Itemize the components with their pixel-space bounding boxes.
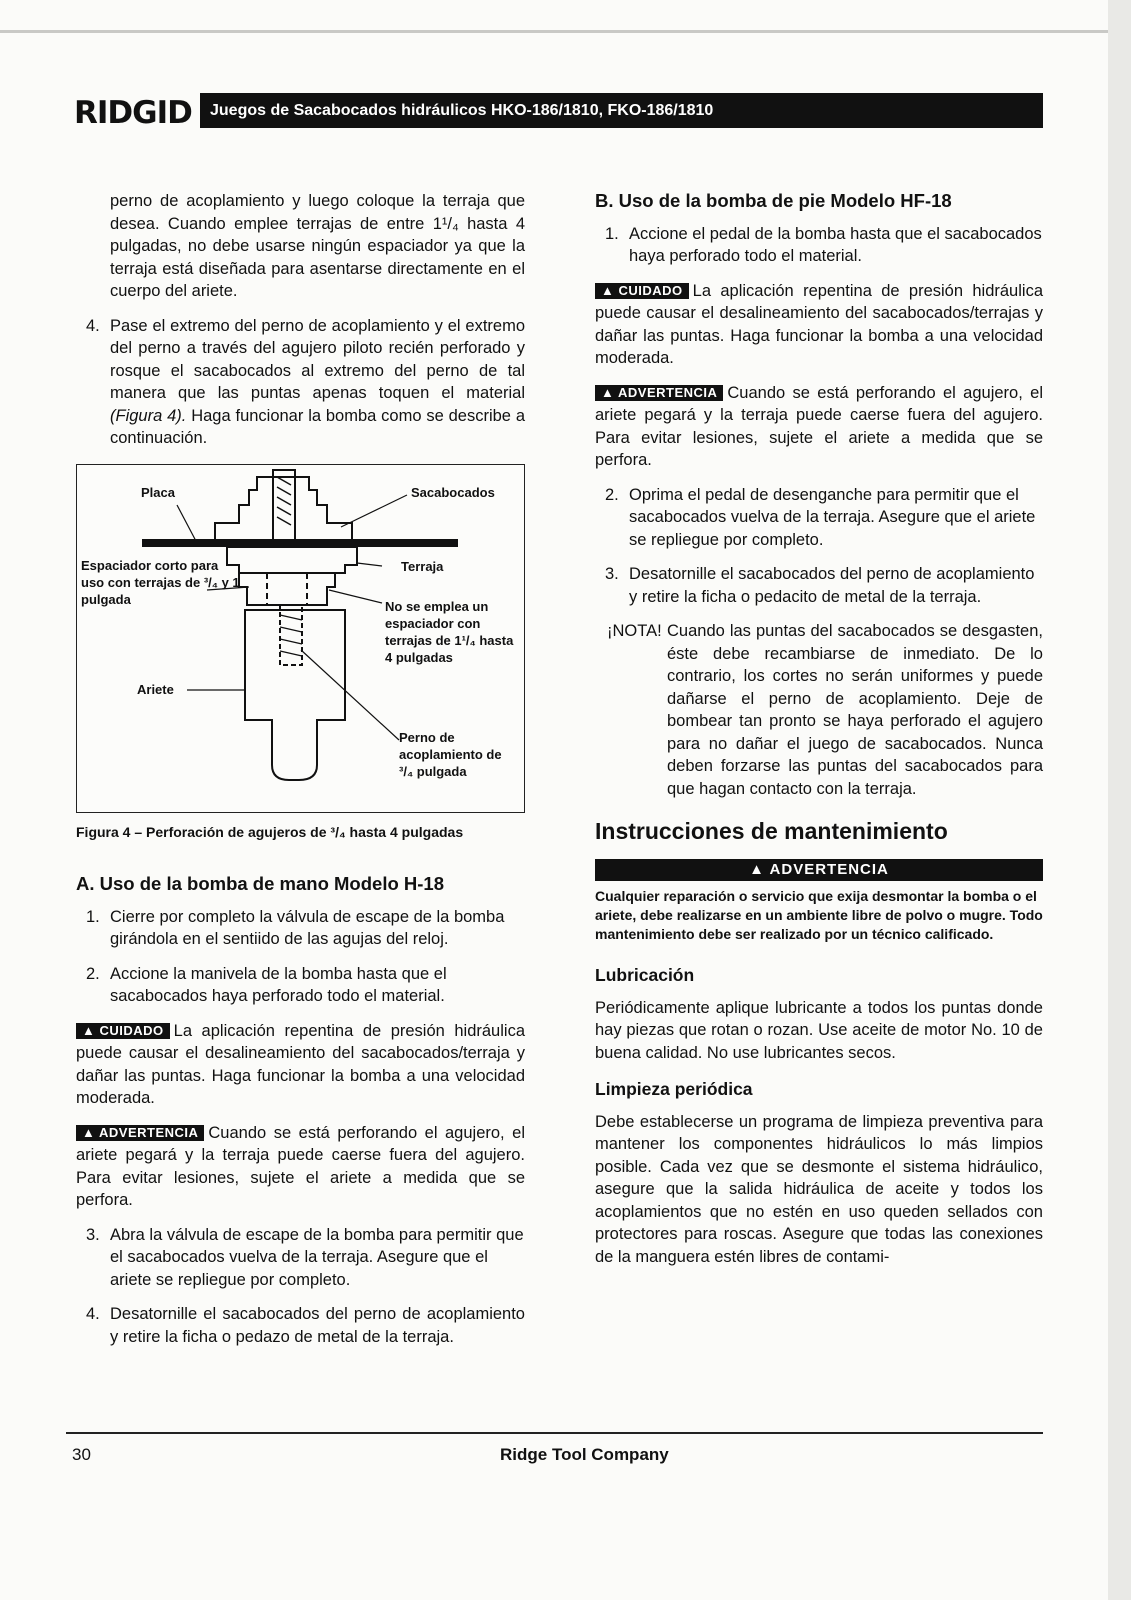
label-terraja: Terraja: [401, 558, 444, 574]
figure-caption: Figura 4 – Perforación de agujeros de ³/₄ hasta 4 pulgadas: [76, 823, 464, 840]
section-b-warning: ▲ ADVERTENCIA Cuando se está perforando el agujero, el ariete pegará y la terraja puede caerse fuera del agujero. Para evitar lesiones, sujete el ariete a medida que se perfora.: [595, 383, 1043, 469]
footer-company: Ridge Tool Company: [500, 1445, 669, 1464]
warning-badge: ▲ ADVERTENCIA: [595, 385, 723, 401]
left-column: [76, 190, 525, 1360]
figure-4-diagram: [76, 464, 525, 813]
drawbar-hidden: [280, 605, 302, 665]
section-b-title: B. Uso de la bomba de pie Modelo HF-18: [595, 190, 952, 211]
section-a-step-1: 1. Cierre por completo la válvula de escape de la bomba girándola en el sentiido de las agujas del reloj.: [86, 907, 505, 948]
nota-block: [595, 620, 1043, 800]
section-a-step-2: 2. Accione la manivela de la bomba hasta que el sacabocados haya perforado todo el material.: [86, 964, 447, 1005]
label-no-espaciador: No se emplea un espaciador con terrajas de 1¹/₄ hasta 4 pulgadas: [385, 598, 514, 665]
caution-badge: ▲ CUIDADO: [595, 283, 689, 299]
label-perno: Perno de acoplamiento de ³/₄ pulgada: [399, 729, 502, 779]
label-placa: Placa: [141, 484, 175, 500]
top-edge-line: [0, 30, 1108, 33]
page-number: 30: [72, 1445, 91, 1464]
cleaning-title: Limpieza periódica: [595, 1079, 753, 1099]
ram-shape: [245, 610, 345, 780]
intro-paragraph: perno de acoplamiento y luego coloque la terraja que desea. Cuando emplee terrajas de entre 1¹/₄ hasta 4 pulgadas, no debe usarse ningún espaciador ya que la terraja está diseñada para asentarse directamente en el cuerpo del ariete.: [110, 192, 525, 300]
label-ariete: Ariete: [137, 681, 174, 697]
section-a-title: A. Uso de la bomba de mano Modelo H-18: [76, 873, 444, 894]
step-text: Pase el extremo del perno de acoplamiento y el extremo del perno a través del agujero piloto recién perforado y rosque el sacabocados al extremo del perno de tal manera que las puntas apenas toquen el material: [110, 316, 525, 402]
maintenance-warning-text: Cualquier reparación o servicio que exija desmontar la bomba o el ariete, debe realizarse en un ambiente libre de polvo o mugre. Todo mantenimiento debe ser realizado por un técnico calificado.: [595, 888, 1043, 942]
warning-badge: ▲ ADVERTENCIA: [76, 1125, 204, 1141]
caution-badge: ▲ CUIDADO: [76, 1023, 170, 1039]
page-edge: [1108, 0, 1131, 1600]
step-text-end: Haga funcionar la bomba como se describe a continuación.: [110, 406, 525, 447]
die-shape: [227, 547, 357, 573]
step-4-continued: [76, 315, 525, 450]
section-b-step-3: 3. Desatornille el sacabocados del perno de acoplamiento y retire la ficha o pedacito de metal de la terraja.: [605, 565, 1035, 606]
figure-reference: (Figura 4).: [110, 406, 187, 425]
plate-shape: [142, 539, 458, 547]
cleaning-text: Debe establecerse un programa de limpieza preventiva para mantener los componentes hidráulicos lo más limpios posible. Cada vez que se desmonte el sistema hidráulico, asegure que la salida hidráulica de aceite y todos los acoplamientos que no estén en uso queden sellados con protectores para roscas. Asegure que todas las conexiones de la manguera estén libres de contami-: [595, 1112, 1043, 1266]
punch-shape: [215, 477, 352, 540]
maintenance-title: Instrucciones de mantenimiento: [595, 818, 948, 844]
nota-label: ¡NOTA!: [607, 622, 662, 640]
section-a-caution: ▲ CUIDADO La aplicación repentina de presión hidráulica puede causar el desalineamiento del sacabocados/terraja y dañar las puntas. Haga funcionar la bomba a una velocidad moderada.: [76, 1021, 525, 1107]
nota-text: Cuando las puntas del sacabocados se desgasten, éste debe recambiarse de inmediato. De lo contrario, los cortes no serán uniformes y puede dañarse el perno de acoplamiento. Deje de bombear tan pronto se haya perforado el agujero para no dañar el juego de sacabocados. Nunca deben forzarse las puntas del sacabocados para que hagan contacto con la terraja.: [667, 622, 1043, 798]
lubrication-title: Lubricación: [595, 965, 695, 985]
section-b-step-2: 2. Oprima el pedal de desenganche para permitir que el sacabocados vuelva de la terraja. Asegure que el ariete se repliegue por completo.: [605, 485, 1036, 549]
step-number: 4.: [86, 316, 100, 335]
lubrication-text: Periódicamente aplique lubricante a todos los puntas donde hay piezas que rotan o rozan. Use aceite de motor No. 10 de buena calidad. No use lubricantes secos.: [595, 998, 1043, 1062]
section-b-step-1: 1. Accione el pedal de la bomba hasta que el sacabocados haya perforado todo el material.: [605, 224, 1042, 265]
maintenance-warning-bar: ▲ ADVERTENCIA: [595, 859, 1043, 881]
label-espaciador: Espaciador corto para uso con terrajas de ³/₄ y 1 pulgada: [81, 557, 240, 607]
section-a-step-3: 3. Abra la válvula de escape de la bomba para permitir que el sacabocados vuelva de la terraja. Asegure que el ariete se repliegue por completo.: [86, 1225, 524, 1289]
section-b-caution: ▲ CUIDADO La aplicación repentina de presión hidráulica puede causar el desalineamiento del sacabocados/terrajas y dañar las puntas. Haga funcionar la bomba a una velocidad moderada.: [595, 281, 1043, 367]
section-a-warning: ▲ ADVERTENCIA Cuando se está perforando el agujero, el ariete pegará y la terraja puede caerse fuera del agujero. Para evitar lesiones, sujete el ariete a medida que se perfora.: [76, 1123, 525, 1209]
right-column: [595, 190, 1043, 1280]
footer-rule: [66, 1432, 1043, 1434]
spacer-shape: [239, 573, 335, 605]
section-a-step-4: 4. Desatornille el sacabocados del perno de acoplamiento y retire la ficha o pedazo de metal de la terraja.: [86, 1305, 525, 1346]
ridgid-logo: RIDGID: [74, 95, 192, 131]
label-sacabocados: Sacabocados: [411, 484, 495, 500]
header-title-bar: Juegos de Sacabocados hidráulicos HKO-186/1810, FKO-186/1810: [200, 93, 1043, 128]
